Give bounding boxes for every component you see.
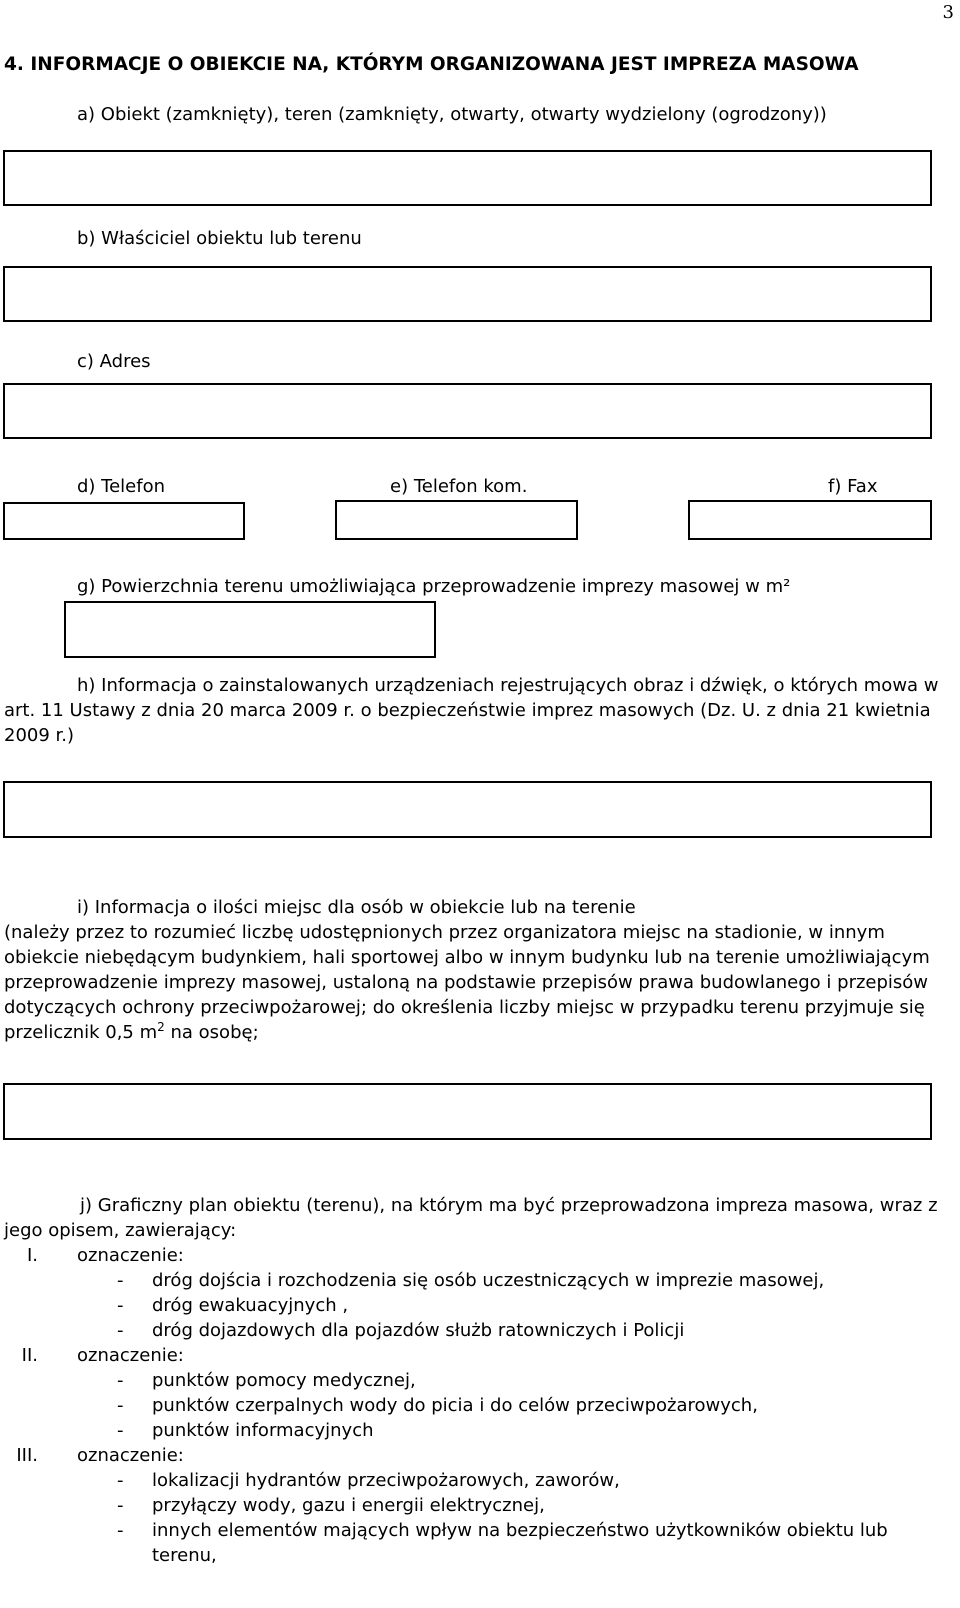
plan-sublist-item (0, 1393, 960, 1418)
sublist-text: dróg dojścia i rozchodzenia się osób uczestniczących w imprezie masowej, (152, 1270, 825, 1291)
dash-bullet: - (117, 1320, 124, 1341)
label-owner: b) Właściciel obiektu lub terenu (77, 228, 362, 249)
sublist-text: przyłączy wody, gazu i energii elektrycznej, (152, 1495, 545, 1516)
label-area: g) Powierzchnia terenu umożliwiająca przeprowadzenie imprezy masowej w m² (77, 576, 791, 597)
dash-bullet: - (117, 1370, 124, 1391)
plan-sublist-item (0, 1368, 960, 1393)
label-address: c) Adres (77, 351, 151, 372)
roman-numeral: III. (16, 1445, 38, 1466)
label-recording-devices: h) Informacja o zainstalowanych urządzeniach rejestrujących obraz i dźwięk, o których mowa w art. 11 Ustawy z dnia 20 marca 2009 r. o bezpieczeństwie imprez masowych (Dz. U. z dnia 21 kwietnia 2009 r.) (4, 675, 939, 746)
label-object-type: a) Obiekt (zamknięty), teren (zamknięty, otwarty, otwarty wydzielony (ogrodzony)) (77, 104, 827, 125)
sublist-text: lokalizacji hydrantów przeciwpożarowych, zaworów, (152, 1470, 620, 1491)
capacity-text-end: na osobę; (164, 1022, 259, 1043)
sublist-text: dróg dojazdowych dla pojazdów służb ratowniczych i Policji (152, 1320, 685, 1341)
input-address[interactable] (3, 383, 932, 439)
plan-list-item-3 (0, 1443, 960, 1468)
label-phone: d) Telefon (77, 476, 166, 497)
plan-sublist-item (0, 1468, 960, 1493)
plan-list-item-2 (0, 1343, 960, 1368)
plan-sublist-item (0, 1268, 960, 1293)
superscript-two: 2 (157, 1020, 165, 1034)
dash-bullet: - (117, 1470, 124, 1491)
input-capacity[interactable] (3, 1083, 932, 1140)
dash-bullet: - (117, 1420, 124, 1441)
input-object-type[interactable] (3, 150, 932, 206)
input-area[interactable] (64, 601, 436, 658)
input-phone[interactable] (3, 502, 245, 540)
page-number: 3 (942, 2, 954, 23)
capacity-description (4, 920, 956, 1045)
sublist-text: dróg ewakuacyjnych , (152, 1295, 349, 1316)
dash-bullet: - (117, 1270, 124, 1291)
dash-bullet: - (117, 1295, 124, 1316)
label-capacity-title: i) Informacja o ilości miejsc dla osób w obiekcie lub na terenie (77, 897, 636, 918)
sublist-text: innych elementów mających wpływ na bezpieczeństwo użytkowników obiektu lub terenu, (152, 1520, 888, 1566)
dash-bullet: - (117, 1395, 124, 1416)
sublist-text: punktów czerpalnych wody do picia i do celów przeciwpożarowych, (152, 1395, 758, 1416)
input-owner[interactable] (3, 266, 932, 322)
input-mobile[interactable] (335, 500, 578, 540)
sublist-text: punktów informacyjnych (152, 1420, 374, 1441)
label-fax: f) Fax (828, 476, 878, 497)
input-recording-devices[interactable] (3, 781, 932, 838)
dash-bullet: - (117, 1520, 124, 1541)
label-mobile: e) Telefon kom. (390, 476, 528, 497)
roman-numeral: II. (21, 1345, 38, 1366)
plan-list-item-1 (0, 1243, 960, 1268)
plan-sublist-item (0, 1293, 960, 1318)
list-label: oznaczenie: (77, 1345, 184, 1366)
label-graphic-plan: j) Graficzny plan obiektu (terenu), na którym ma być przeprowadzona impreza masowa, wraz z jego opisem, zawierający: (4, 1195, 938, 1241)
capacity-text: (należy przez to rozumieć liczbę udostępnionych przez organizatora miejsc na stadionie, w innym obiekcie niebędącym budynkiem, hali sportowej albo w innym budynku lub na terenie umożliwiającym przeprowadzenie imprezy masowej, ustaloną na podstawie przepisów prawa budowlanego i przepisów dotyczących ochrony przeciwpożarowej; do określenia liczby miejsc w przypadku terenu przyjmuje się przelicznik 0,5 m (4, 922, 930, 1043)
sublist-text: punktów pomocy medycznej, (152, 1370, 416, 1391)
list-label: oznaczenie: (77, 1445, 184, 1466)
plan-sublist-item (0, 1418, 960, 1443)
list-label: oznaczenie: (77, 1245, 184, 1266)
input-fax[interactable] (688, 500, 932, 540)
plan-sublist-item (0, 1493, 960, 1518)
plan-sublist-item (0, 1318, 960, 1343)
plan-sublist-item (0, 1518, 960, 1568)
section-heading: 4. INFORMACJE O OBIEKCIE NA, KTÓRYM ORGANIZOWANA JEST IMPREZA MASOWA (4, 54, 859, 75)
dash-bullet: - (117, 1495, 124, 1516)
roman-numeral: I. (26, 1245, 38, 1266)
